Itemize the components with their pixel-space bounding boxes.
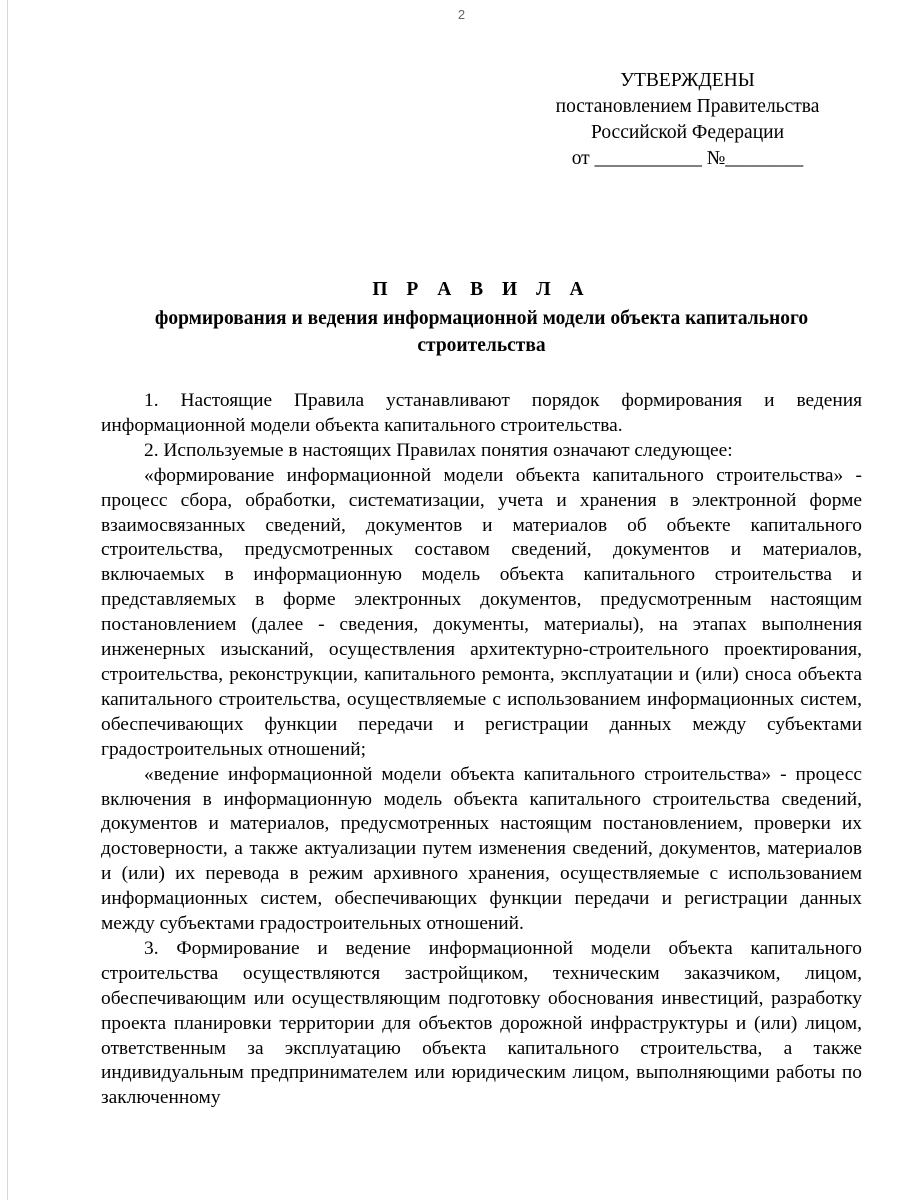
document-subtitle: формирования и ведения информационной модели объекта капитального строительства (154, 308, 809, 356)
paragraph-2: 2. Используемые в настоящих Правилах понятия означают следующее: (144, 439, 733, 461)
approval-date-number-line: от ___________ №________ (571, 148, 804, 169)
page-edge (7, 0, 8, 1200)
document-title: П Р А В И Л А (372, 279, 591, 300)
document-title-block (100, 277, 863, 359)
document-body (101, 389, 862, 1111)
approval-line-resolution: постановлением Правительства (555, 96, 820, 117)
paragraph-3: 3. Формирование и ведение информационной модели объекта капитального строительства осуществляются застройщиком, техническим заказчиком, лицом, обеспечивающим или осуществляющим подготовку обоснования инвестиций, разработку проекта планировки территории для объектов дорожной инфраструктуры и (или) лицом, ответственным за эксплуатацию объекта капитального строительства, а также индивидуальным предпринимателем или юридическим лицом, выполняющими работы по заключенному (101, 937, 862, 1109)
page-number: 2 (457, 7, 466, 22)
definition-formation: «формирование информационной модели объекта капитального строительства» - процесс сбора, обработки, систематизации, учета и хранения в электронной форме взаимосвязанных сведений, документов и материалов об объекте капитального строительства, предусмотренных составом сведений, документов и материалов, включаемых в информационную модель объекта капитального строительства и представляемых в форме электронных документов, предусмотренным настоящим постановлением (далее - сведения, документы, материалы), на этапах выполнения инженерных изысканий, осуществления архитектурно-строительного проектирования, строительства, реконструкции, капитального ремонта, эксплуатации и (или) сноса объекта капитального строительства, осуществляемые с использованием информационных систем, обеспечивающих функции передачи и регистрации данных между субъектами градостроительных отношений; (101, 464, 862, 760)
definition-maintenance: «ведение информационной модели объекта капитального строительства» - процесс включения в информационную модель объекта капитального строительства сведений, документов и материалов, предусмотренных настоящим постановлением, проверки их достоверности, а также актуализации путем изменения сведений, документов, материалов и (или) их перевода в режим архивного хранения, осуществляемые с использованием информационных систем, обеспечивающих функции передачи и регистрации данных между субъектами градостроительных отношений. (101, 763, 862, 935)
paragraph-1: 1. Настоящие Правила устанавливают порядок формирования и ведения информационной модели объекта капитального строительства. (101, 390, 862, 436)
approval-stamp (520, 68, 855, 172)
approval-heading: УТВЕРЖДЕНЫ (620, 70, 755, 91)
approval-line-government: Российской Федерации (590, 122, 785, 143)
